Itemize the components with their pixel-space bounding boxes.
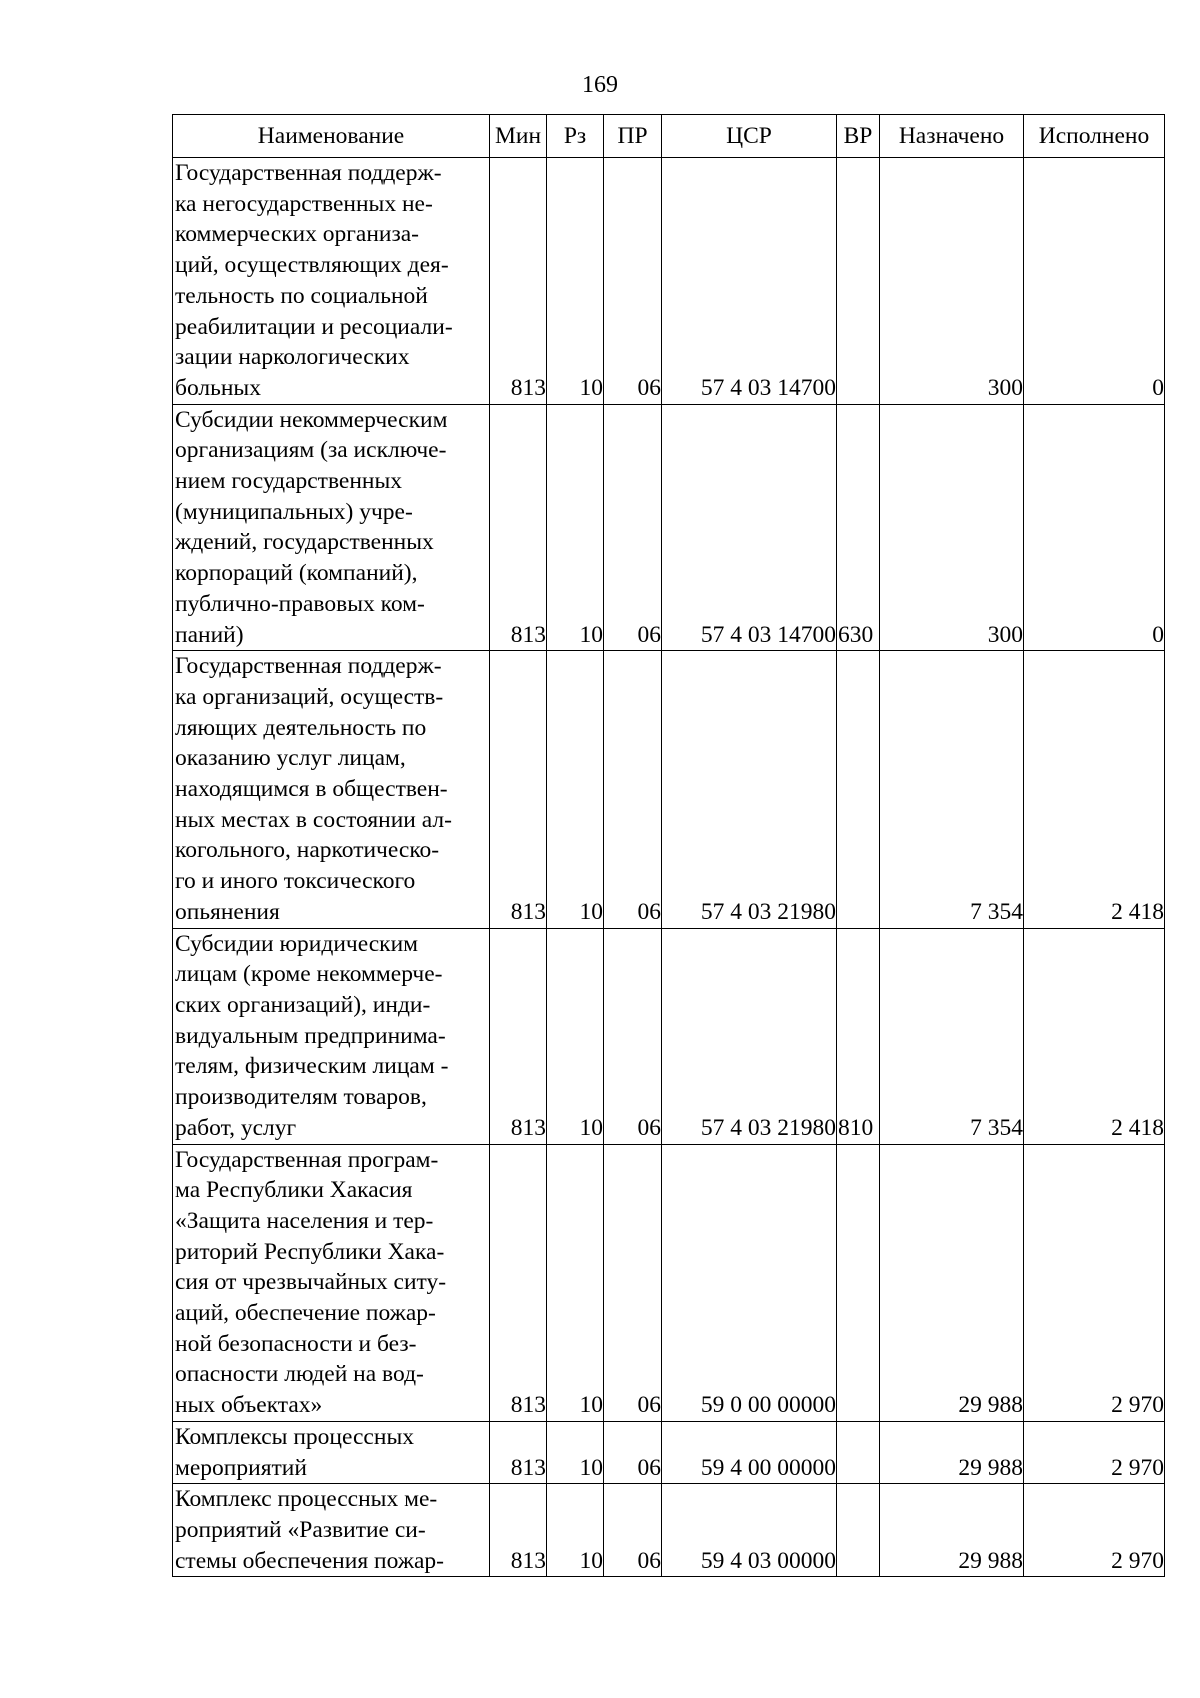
row-vr [837,1421,880,1483]
row-csr: 59 4 00 00000 [662,1421,837,1483]
table-row [173,651,1165,928]
row-pr: 06 [604,928,662,1144]
budget-table [172,114,1165,1577]
row-rz: 10 [547,1144,604,1421]
row-pr: 06 [604,404,662,651]
page-number: 169 [582,72,618,98]
row-vr [837,651,880,928]
table-row [173,404,1165,651]
row-csr: 57 4 03 14700 [662,404,837,651]
row-name: Комплексы процессных мероприятий [173,1421,490,1483]
row-pr: 06 [604,1144,662,1421]
row-pr: 06 [604,1421,662,1483]
header-rz: Рз [547,115,604,158]
header-assigned: Назначено [880,115,1024,158]
header-name: Наименование [173,115,490,158]
row-name: Государственная програм- ма Республики Хакасия «Защита населения и тер- риторий Республики Хака- сия от чрезвычайных ситу- аций, обеспечение пожар- ной безопасности и без- опасности людей на вод- ных объектах» [173,1144,490,1421]
row-executed: 0 [1024,404,1165,651]
header-pr: ПР [604,115,662,158]
header-min: Мин [490,115,547,158]
row-pr: 06 [604,651,662,928]
row-vr [837,1144,880,1421]
row-min: 813 [490,1421,547,1483]
row-min: 813 [490,1144,547,1421]
row-pr: 06 [604,1484,662,1577]
row-rz: 10 [547,1421,604,1483]
row-rz: 10 [547,1484,604,1577]
row-assigned: 29 988 [880,1421,1024,1483]
table-row [173,1144,1165,1421]
row-min: 813 [490,1484,547,1577]
row-csr: 59 0 00 00000 [662,1144,837,1421]
row-name: Государственная поддерж- ка негосударственных не- коммерческих организа- ций, осуществляющих дея- тельность по социальной реабилитации и ресоциали- зации наркологических больных [173,158,490,405]
row-executed: 0 [1024,158,1165,405]
row-rz: 10 [547,651,604,928]
row-vr [837,158,880,405]
row-csr: 59 4 03 00000 [662,1484,837,1577]
table-header-row [173,115,1165,158]
row-assigned: 7 354 [880,928,1024,1144]
row-csr: 57 4 03 21980 [662,651,837,928]
row-assigned: 300 [880,404,1024,651]
header-csr: ЦСР [662,115,837,158]
row-rz: 10 [547,158,604,405]
row-assigned: 29 988 [880,1144,1024,1421]
row-executed: 2 970 [1024,1484,1165,1577]
row-vr: 810 [837,928,880,1144]
row-executed: 2 970 [1024,1421,1165,1483]
row-vr: 630 [837,404,880,651]
row-name: Субсидии юридическим лицам (кроме некоммерче- ских организаций), инди- видуальным предпринима- телям, физическим лицам - производителям товаров, работ, услуг [173,928,490,1144]
table-row [173,928,1165,1144]
row-min: 813 [490,928,547,1144]
row-name: Субсидии некоммерческим организациям (за исключе- нием государственных (муниципальных) учре- ждений, государственных корпораций (компаний), публично-правовых ком- паний) [173,404,490,651]
row-assigned: 29 988 [880,1484,1024,1577]
table-row [173,1421,1165,1483]
row-name: Государственная поддерж- ка организаций, осуществ- ляющих деятельность по оказанию услуг лицам, находящимся в обществен- ных местах в состоянии ал- когольного, наркотическо- го и иного токсического опьянения [173,651,490,928]
row-assigned: 300 [880,158,1024,405]
row-rz: 10 [547,928,604,1144]
row-assigned: 7 354 [880,651,1024,928]
row-min: 813 [490,404,547,651]
row-rz: 10 [547,404,604,651]
row-executed: 2 418 [1024,928,1165,1144]
table-row [173,1484,1165,1577]
row-min: 813 [490,651,547,928]
row-executed: 2 418 [1024,651,1165,928]
row-csr: 57 4 03 14700 [662,158,837,405]
row-name: Комплекс процессных ме- роприятий «Развитие си- стемы обеспечения пожар- [173,1484,490,1577]
table-row [173,158,1165,405]
row-csr: 57 4 03 21980 [662,928,837,1144]
row-vr [837,1484,880,1577]
header-executed: Исполнено [1024,115,1165,158]
row-pr: 06 [604,158,662,405]
row-min: 813 [490,158,547,405]
header-vr: ВР [837,115,880,158]
row-executed: 2 970 [1024,1144,1165,1421]
